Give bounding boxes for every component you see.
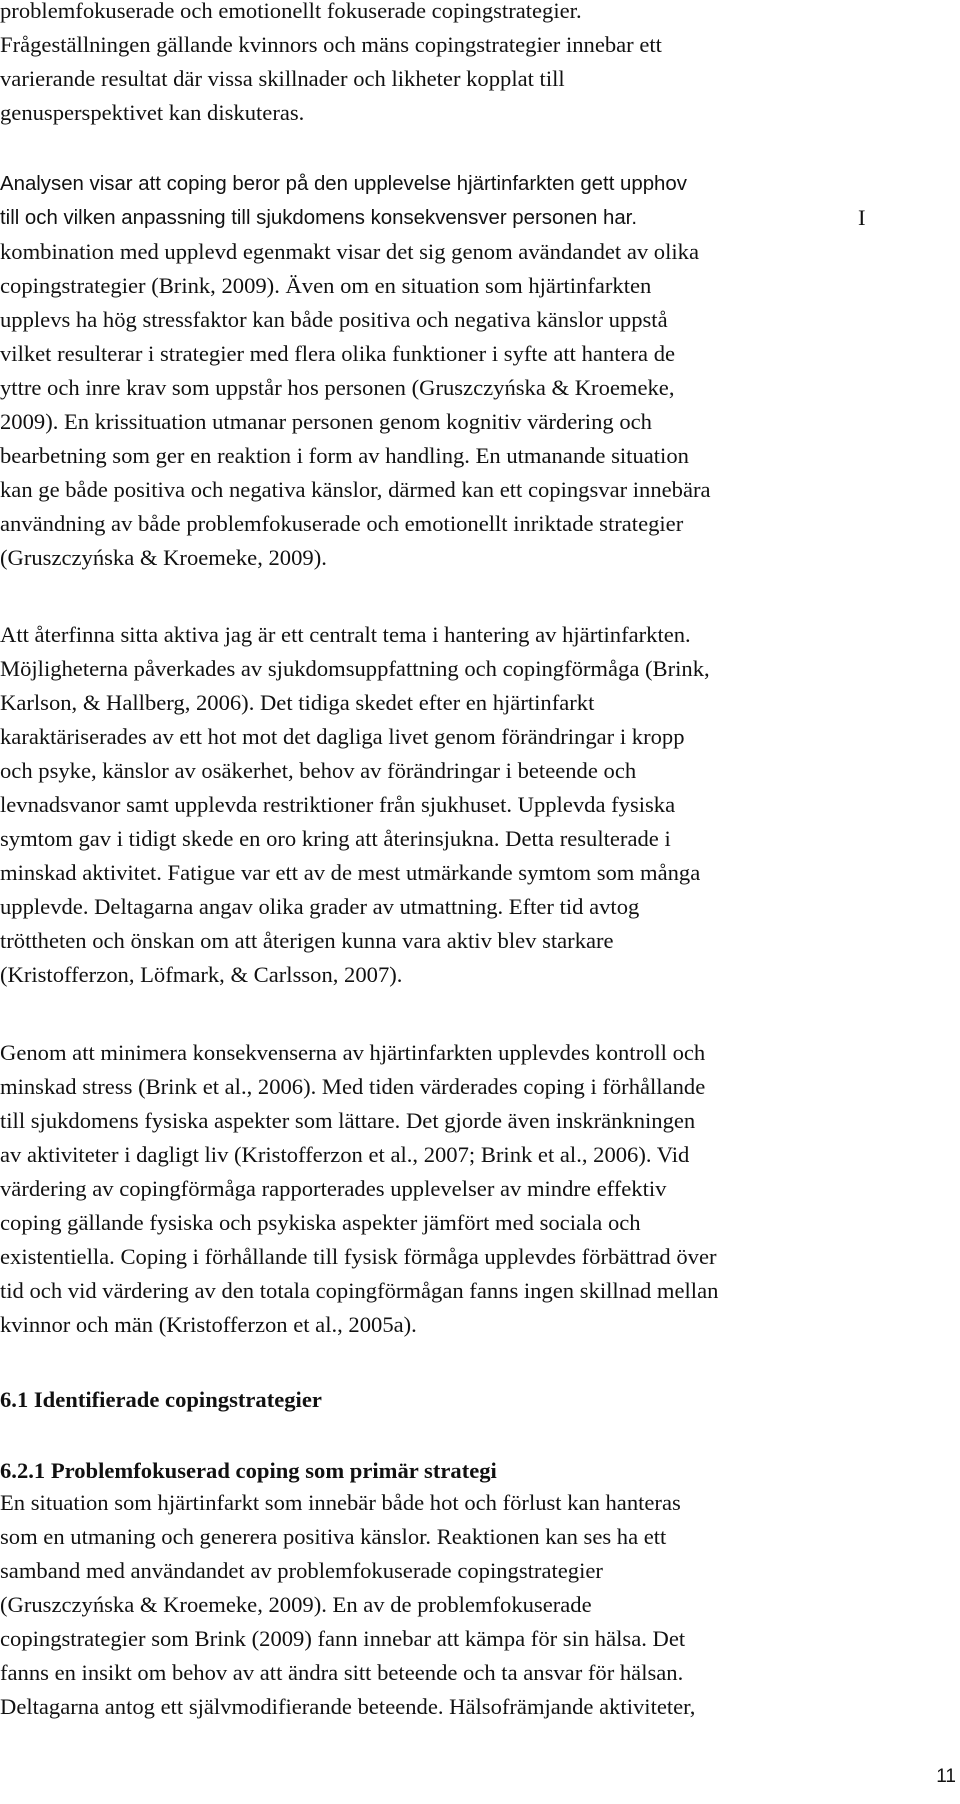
text-line: En situation som hjärtinfarkt som innebär både hot och förlust kan hanteras	[0, 1490, 681, 1515]
paragraph-analysis-tail	[858, 167, 918, 235]
text-line: coping gällande fysiska och psykiska aspekter jämfört med sociala och	[0, 1210, 641, 1235]
text-line: I	[858, 205, 866, 230]
text-line: levnadsvanor samt upplevda restriktioner från sjukhuset. Upplevda fysiska	[0, 792, 676, 817]
text-line: bearbetning som ger en reaktion i form av handling. En utmanande situation	[0, 443, 689, 468]
text-line: och psyke, känslor av osäkerhet, behov av förändringar i beteende och	[0, 758, 637, 783]
paragraph-minimize	[0, 1036, 960, 1342]
text-line: genusperspektivet kan diskuteras.	[0, 100, 305, 125]
text-line: varierande resultat där vissa skillnader och likheter kopplat till	[0, 66, 565, 91]
text-line: som en utmaning och generera positiva känslor. Reaktionen kan ses ha ett	[0, 1524, 667, 1549]
text-line: existentiella. Coping i förhållande till fysisk förmåga upplevdes förbättrad över	[0, 1244, 717, 1269]
text-line: kan ge både positiva och negativa känslor, därmed kan ett copingsvar innebära	[0, 477, 711, 502]
text-line: copingstrategier (Brink, 2009). Även om en situation som hjärtinfarkten	[0, 273, 652, 298]
text-line	[0, 575, 960, 609]
paragraph-analysis-sans	[0, 167, 960, 235]
paragraph-analysis	[0, 235, 960, 609]
text-line: (Kristofferzon, Löfmark, & Carlsson, 2007).	[0, 962, 403, 987]
paragraph-intro	[0, 0, 960, 130]
text-line: användning av både problemfokuserade och emotionellt inriktade strategier	[0, 511, 684, 536]
text-line: minskad stress (Brink et al., 2006). Med tiden värderades coping i förhållande	[0, 1074, 706, 1099]
text-line: copingstrategier som Brink (2009) fann innebar att kämpa för sin hälsa. Det	[0, 1626, 686, 1651]
text-line: Analysen visar att coping beror på den upplevelse hjärtinfarkten gett upphov	[0, 173, 687, 195]
section-heading: 6.1 Identifierade copingstrategier	[0, 1387, 322, 1412]
paragraph-active-self	[0, 618, 960, 992]
text-line: Karlson, & Hallberg, 2006). Det tidiga skedet efter en hjärtinfarkt	[0, 690, 595, 715]
text-line: yttre och inre krav som uppstår hos personen (Gruszczyńska & Kroemeke,	[0, 375, 675, 400]
text-line: Möjligheterna påverkades av sjukdomsuppfattning och copingförmåga (Brink,	[0, 656, 710, 681]
text-line: av aktiviteter i dagligt liv (Kristofferzon et al., 2007; Brink et al., 2006). Vid	[0, 1142, 690, 1167]
text-line: kvinnor och män (Kristofferzon et al., 2005a).	[0, 1312, 417, 1337]
text-line: Frågeställningen gällande kvinnors och mäns copingstrategier innebar ett	[0, 32, 662, 57]
text-line: symtom gav i tidigt skede en oro kring att återinsjukna. Detta resulterade i	[0, 826, 671, 851]
text-line: Deltagarna antog ett självmodifierande beteende. Hälsofrämjande aktiviteter,	[0, 1694, 696, 1719]
text-line: tid och vid värdering av den totala copingförmågan fanns ingen skillnad mellan	[0, 1278, 719, 1303]
text-line: minskad aktivitet. Fatigue var ett av de mest utmärkande symtom som många	[0, 860, 701, 885]
page-number: 11	[936, 1766, 956, 1787]
text-line: till sjukdomens fysiska aspekter som lättare. Det gjorde även inskränkningen	[0, 1108, 696, 1133]
text-line: till och vilken anpassning till sjukdomens konsekvensver personen har.	[0, 207, 637, 229]
text-line: kombination med upplevd egenmakt visar det sig genom avändandet av olika	[0, 239, 699, 264]
subsection-heading: 6.2.1 Problemfokuserad coping som primär strategi	[0, 1458, 497, 1483]
text-line: (Gruszczyńska & Kroemeke, 2009).	[0, 545, 327, 570]
text-line: Genom att minimera konsekvenserna av hjärtinfarkten upplevdes kontroll och	[0, 1040, 706, 1065]
text-line: upplevde. Deltagarna angav olika grader av utmattning. Efter tid avtog	[0, 894, 640, 919]
text-line: karaktäriserades av ett hot mot det dagliga livet genom förändringar i kropp	[0, 724, 685, 749]
text-line: upplevs ha hög stressfaktor kan både positiva och negativa känslor uppstå	[0, 307, 668, 332]
text-line: (Gruszczyńska & Kroemeke, 2009). En av de problemfokuserade	[0, 1592, 592, 1617]
text-line: samband med användandet av problemfokuserade copingstrategier	[0, 1558, 603, 1583]
text-line: vilket resulterar i strategier med flera olika funktioner i syfte att hantera de	[0, 341, 676, 366]
text-line: 2009). En krissituation utmanar personen genom kognitiv värdering och	[0, 409, 652, 434]
text-line: tröttheten och önskan om att återigen kunna vara aktiv blev starkare	[0, 928, 614, 953]
text-line: värdering av copingförmåga rapporterades upplevelser av mindre effektiv	[0, 1176, 667, 1201]
text-line: fanns en insikt om behov av att ändra sitt beteende och ta ansvar för hälsan.	[0, 1660, 684, 1685]
text-line: problemfokuserade och emotionellt fokuserade copingstrategier.	[0, 0, 582, 23]
paragraph-problem-focused	[0, 1486, 960, 1724]
text-line: Att återfinna sitta aktiva jag är ett centralt tema i hantering av hjärtinfarkten.	[0, 622, 691, 647]
